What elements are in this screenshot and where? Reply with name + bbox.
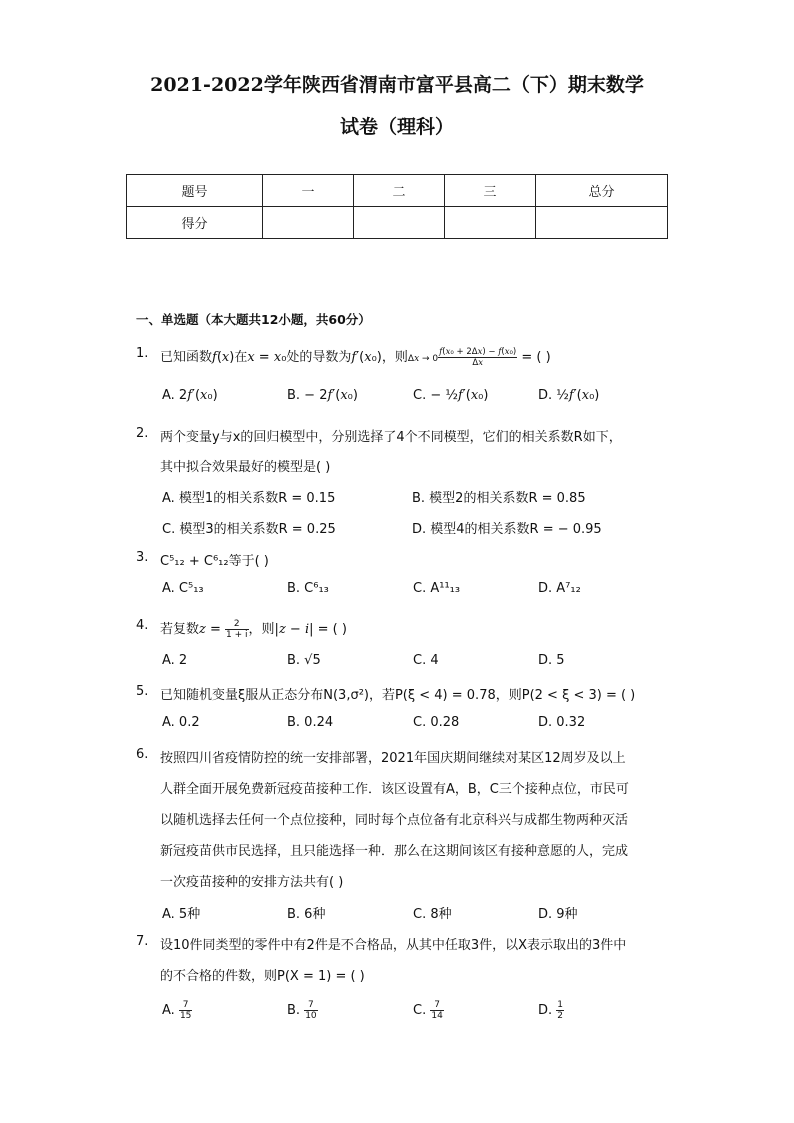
question-1-text: 已知函数f(x)在x = x₀处的导数为f′(x₀)，则Δx → 0 $\frac{\text{f(x₀ + 2Δx) − f(x₀)}}{\Delta x}$ = ( ) [160, 347, 551, 368]
question-6-line: 按照四川省疫情防控的统一安排部署，2021年国庆期间继续对某区12周岁及以上 [160, 751, 626, 766]
question-4-text: 若复数z = $\frac{2}{1 + i}$ ，则|z − i| = ( ) [160, 619, 347, 640]
question-7-line: 的不合格的件数，则P(X = 1) = ( ) [160, 969, 365, 984]
question-number: 3. [136, 550, 149, 565]
header-cell: 三 [445, 175, 536, 207]
option: D. 9种 [538, 907, 578, 922]
score-cell [263, 207, 354, 239]
option: A. 0.2 [162, 715, 200, 730]
question-6-line: 一次疫苗接种的安排方法共有( ) [160, 875, 344, 890]
question-number: 6. [136, 747, 149, 762]
doc-title-line2: 试卷（理科） [339, 116, 454, 138]
option: B. 0.24 [287, 715, 334, 730]
option: B. √5 [287, 653, 321, 668]
score-cell [445, 207, 536, 239]
score-cell [536, 207, 668, 239]
question-5-text: 已知随机变量ξ服从正态分布N(3,σ²)，若P(ξ < 4) = 0.78，则P(2 < ξ < 3) = ( ) [160, 688, 636, 703]
question-3-text: C⁵₁₂ + C⁶₁₂等于( ) [160, 554, 269, 569]
option: D. 0.32 [538, 715, 586, 730]
option: D. 模型4的相关系数R = − 0.95 [412, 522, 602, 537]
option: D. A⁷₁₂ [538, 581, 581, 596]
header-cell: 一 [263, 175, 354, 207]
question-7-line: 设10件同类型的零件中有2件是不合格品，从其中任取3件，以X表示取出的3件中 [160, 938, 627, 953]
option: C. 0.28 [413, 715, 460, 730]
question-6-line: 新冠疫苗供市民选择，且只能选择一种．那么在这期间该区有接种意愿的人，完成 [160, 844, 629, 859]
option: B. 模型2的相关系数R = 0.85 [412, 491, 586, 506]
score-cell [354, 207, 445, 239]
option: A. $\frac{7}{15}$ [162, 1000, 192, 1021]
option: D. $\frac{1}{2}$ [538, 1000, 564, 1021]
option: B. C⁶₁₃ [287, 581, 329, 596]
option: C. 8种 [413, 907, 452, 922]
score-row-label: 得分 [127, 207, 263, 239]
option: B. − 2f′(x₀) [287, 388, 358, 403]
question-number: 7. [136, 934, 149, 949]
question-number: 4. [136, 618, 149, 633]
question-6-line: 人群全面开展免费新冠疫苗接种工作．该区设置有A，B，C三个接种点位，市民可 [160, 782, 629, 797]
option: C. A¹¹₁₃ [413, 581, 461, 596]
option: A. C⁵₁₃ [162, 581, 204, 596]
doc-title-line1: 2021-2022学年陕西省渭南市富平县高二（下）期末数学 [150, 74, 644, 96]
header-cell: 总分 [536, 175, 668, 207]
option: B. $\frac{7}{10}$ [287, 1000, 317, 1021]
option: A. 2f′(x₀) [162, 388, 218, 403]
question-number: 5. [136, 684, 149, 699]
question-2-line: 其中拟合效果最好的模型是( ) [160, 460, 331, 475]
option: A. 5种 [162, 907, 201, 922]
question-number: 1. [136, 346, 149, 361]
option: A. 2 [162, 653, 188, 668]
score-table-header-row [127, 175, 668, 207]
header-cell: 二 [354, 175, 445, 207]
section-heading: 一、单选题（本大题共12小题，共60分） [136, 312, 371, 327]
option: C. − ½f′(x₀) [413, 388, 489, 403]
header-cell: 题号 [127, 175, 263, 207]
score-table [126, 174, 668, 239]
option: C. 4 [413, 653, 439, 668]
question-number: 2. [136, 426, 149, 441]
option: A. 模型1的相关系数R = 0.15 [162, 491, 336, 506]
option: D. ½f′(x₀) [538, 388, 600, 403]
option: C. 模型3的相关系数R = 0.25 [162, 522, 336, 537]
question-2-line: 两个变量y与x的回归模型中，分别选择了4个不同模型，它们的相关系数R如下， [160, 430, 622, 445]
option: C. $\frac{7}{14}$ [413, 1000, 443, 1021]
option: D. 5 [538, 653, 565, 668]
score-table-score-row [127, 207, 668, 239]
question-6-line: 以随机选择去任何一个点位接种，同时每个点位备有北京科兴与成都生物两种灭活 [160, 813, 629, 828]
option: B. 6种 [287, 907, 326, 922]
